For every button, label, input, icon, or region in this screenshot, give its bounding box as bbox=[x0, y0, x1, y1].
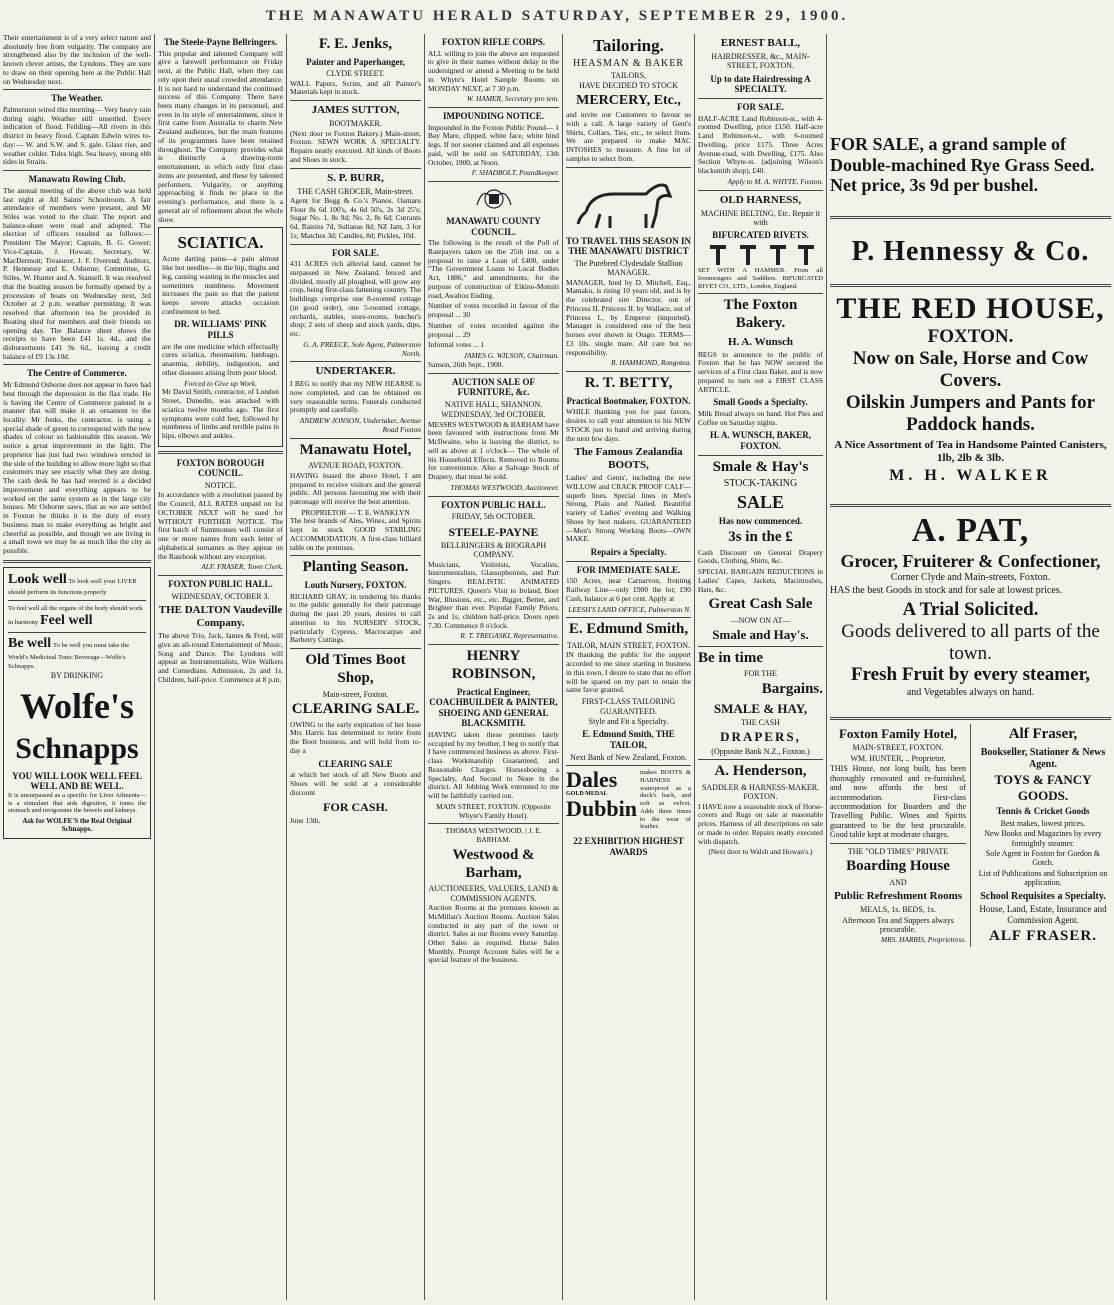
hotel-text: HAVING leased the above Hotel, I am prepared to receive visitors and the general public. All persons favouring me with their patronage will receive the best attention. bbox=[290, 470, 421, 507]
weather-title: The Weather. bbox=[51, 93, 103, 104]
commerce-text: Mr Edmund Osborne does not appear to have had best through the depression in the flax trade. He is having the Centre of Commerce painted in a manner that will make it an ornament to the locality. Mr Jenks, the contractor, is using a special shade of green to correspond with the new shades of colour so fashionable this season. We notice a great improvement in the light. The proprietor has just had two windows erected in the side of the building to allow more light so that customers may see exactly what they are doing. The cash desk he has had erected is a decided improvement and everything appears to be worked on the same system as in the large city houses. Mr Osborne saws, that as we are settled in Foxton he thinks it is the duty of every business man to make everything as bright and cheerful as possible, and though we are living in a small town we may be as much like the city as possible. bbox=[3, 380, 151, 556]
red-house-oilskin: Oilskin Jumpers and Pants for Paddock hands. bbox=[845, 392, 1096, 435]
afternoon-tea: Afternoon Tea and Suppers always procurable. bbox=[842, 915, 954, 935]
discount-text: Cash Discount on General Drapery Goods, Clothing, Shirts, &c. bbox=[698, 547, 823, 566]
red-house-title: THE RED HOUSE, bbox=[836, 292, 1105, 326]
column-1 bbox=[0, 34, 155, 1300]
immediate-signature: LEESH'S LAND OFFICE, Palmerston N. bbox=[568, 604, 691, 614]
sciatica-ad bbox=[158, 227, 283, 446]
wunsch-name: H. A. Wunsch bbox=[727, 335, 793, 348]
sale-word: SALE bbox=[736, 492, 785, 513]
planting-sub: Louth Nursery, FOXTON. bbox=[304, 580, 407, 591]
smith-text: IN thanking the public for the support accorded to me since starting in business in this town, I desire to state that no effort will be spared on my part to retain the same favor granted. bbox=[566, 650, 691, 695]
commenced: Has now commenced. bbox=[718, 516, 803, 527]
smith-style: Style and Fit a Specialty. bbox=[588, 716, 669, 726]
wolfes-fine-print: It is unsurpassed as a specific for Liver Ailments—is a stimulant that aids digestion, it tones the stomach and invigorates the bowels and kidneys. bbox=[8, 791, 146, 815]
steele-text: Musicians, Violinists, Vocalists, Instrumentalists, Glassophonists, and Part Singers. REALISTIC ANIMATED PICTURES. Queen's Visit to Ireland, Boer War, Illusions, etc., etc. Bigger, Better, and Brighter than ever. Popular Family Prices, 2s and 1s; children half-price. Doors open 7.30. Commence 8 o'clock. bbox=[428, 559, 559, 630]
pat-veg: and Vegetables always on hand. bbox=[906, 687, 1035, 699]
hall2-date: FRIDAY, 5th OCTOBER. bbox=[451, 512, 536, 522]
fraser-sub: Bookseller, Stationer & News Agent. bbox=[980, 746, 1106, 770]
borough-title: FOXTON BOROUGH COUNCIL. bbox=[176, 457, 265, 479]
pat-corner: Corner Clyde and Main-streets, Foxton. bbox=[890, 572, 1051, 584]
forced-text: Mr David Smith, contractor, of London Street, Dunedin, was attacked with sciatica twelve months ago. The first symptoms were cold feet, followed by numbness of limbs and terrible pains in hips, elbows and ankles. bbox=[162, 387, 279, 441]
borough-notice: NOTICE. bbox=[204, 481, 237, 490]
impounding-text: Impounded in the Foxton Public Pound— 1 Bay Mare, clipped, white face, white hind legs. If not sooner claimed and all expenses paid, will be sold on SATURDAY, 13th October, 1900, at Noon. bbox=[428, 122, 559, 167]
pat-grocer: Grocer, Fruiterer & Confectioner, bbox=[840, 550, 1101, 571]
sutton-sub: BOOTMAKER. bbox=[329, 119, 382, 129]
borough-signature: ALF. FRASER, Town Clerk. bbox=[201, 562, 283, 572]
henderson-text: I HAVE now a seasonable stock of Horse-covers and Rugs on sale at reasonable prices. Harness of all descriptions on sale or made to order. Repairs neatly executed with dispatch. bbox=[698, 801, 823, 846]
tennis-cricket: Tennis & Cricket Goods bbox=[996, 806, 1090, 817]
sale-signature: G. A. PREECE, Sole Agent, Palmerston North. bbox=[303, 339, 421, 358]
hotel-sub: AVENUE ROAD, FOXTON. bbox=[308, 461, 403, 471]
bakery-text: BEGS to announce to the public of Foxton that he has NOW secured the services of a First class Baker, and is now prepared to turn out a FIRST CLASS ARTICLE. bbox=[698, 349, 823, 394]
and-word: AND bbox=[889, 877, 907, 887]
auction-place: NATIVE HALL, SHANNON. bbox=[444, 399, 543, 409]
best-makes: Best makes, lowest prices. bbox=[1000, 818, 1086, 828]
county-date: Sanson, 26th Sept., 1900. bbox=[428, 359, 504, 369]
henderson-sub: SADDLER & HARNESS-MAKER. FOXTON. bbox=[701, 782, 820, 802]
refreshment-rooms: Public Refreshment Rooms bbox=[833, 890, 963, 903]
zealandia-text: Ladies' and Gents', including the new WILLOW and CRACK PROOF CALF—superb lines. Special lines in Men's Strong, Plain and Nailed. Beautiful variety of Ladies' evening and Walking Shoes by best makers. GUARANTEED—Men's Strong Working Boots—OWN MAKE. bbox=[566, 473, 691, 544]
rivets-title: BIFURCATED RIVETS. bbox=[712, 230, 809, 241]
clearing-date: June 13th. bbox=[290, 815, 321, 825]
hall-date: WEDNESDAY, OCTOBER 3. bbox=[171, 591, 270, 601]
betty-sub: Practical Bootmaker, FOXTON. bbox=[566, 395, 691, 406]
wunsch-signature: H. A. WUNSCH, BAKER, FOXTON. bbox=[709, 430, 812, 451]
smale-hay: SMALE & HAY, bbox=[713, 700, 808, 716]
rifle-signature: W. HAMER, Secretary pro tem. bbox=[466, 94, 559, 104]
county-against: Number of votes recorded against the proposal ... 29 bbox=[428, 320, 559, 339]
bottom-ads bbox=[830, 724, 1111, 947]
hotel-more: The best brands of Ales, Wines, and Spirits kept in stock. GOOD STABLING ACCOMMODATION. A first-class billiard table on the premises. bbox=[290, 516, 421, 552]
family-hotel-text: THIS House, not long built, has been thoroughly renovated and re-furnished, and now affords the best of accommodation. First-class accommodation for Boarders and the Travelling Public. Wines and Spirits guaranteed to be the best procurable. Good table kept at moderate charges. bbox=[830, 764, 966, 840]
be-in-time: Be in time bbox=[698, 649, 763, 666]
tailor-lead: HAVE DECIDED TO STOCK bbox=[579, 81, 678, 91]
drapers: DRAPERS, bbox=[720, 729, 801, 745]
masthead-title: THE MANAWATU HERALD SATURDAY, SEPTEMBER 29, 1900. bbox=[265, 8, 849, 24]
pat-delivered: Goods delivered to all parts of the town. bbox=[841, 620, 1100, 664]
bakery-title: The Foxton Bakery. bbox=[723, 297, 798, 331]
family-hotel-proprietor: WM. HUNTER, .. Proprietor. bbox=[850, 753, 946, 763]
burr-text: Agent for Begg & Co.'s Pianos. Oamaru Flour 8s 6d 100's, 4s 6d 50's, 2s 3d 25's; Sugar No. 1, 8s 9d; No. 2, 8s 6d; Currants 6d, Raisins 7d, Sultanas 8d; NZ Jam, 3 for 1s; Matches 3d; Candles, 8d; Pickles, 10d. bbox=[290, 195, 421, 240]
house-land-agent: House, Land, Estate, Insurance and Commission Agent. bbox=[979, 904, 1107, 926]
jenks-street: CLYDE STREET. bbox=[326, 69, 385, 79]
dalton-title: THE DALTON Vaudeville Company. bbox=[158, 604, 283, 630]
wolfes-brand: Wolfe's bbox=[20, 685, 134, 726]
bellringers-title: The Steele-Payne Bellringers. bbox=[163, 37, 278, 47]
jenks-sub: Painter and Paperhanger, bbox=[306, 56, 405, 67]
auction-date: WEDNESDAY, 3rd OCTOBER. bbox=[441, 410, 546, 420]
smith-tailoring: FIRST-CLASS TAILORING GUARANTEED. bbox=[581, 697, 676, 716]
feel-well-text: To feel well all the organs of the body should work in harmony bbox=[8, 605, 143, 626]
hall-title: FOXTON PUBLIC HALL. bbox=[168, 579, 273, 590]
tailor-names: HEASMAN & BAKER bbox=[572, 58, 685, 70]
red-house-tea: A Nice Assortment of Tea in Handsome Painted Canisters, 1lb, 2lb & 3lb. bbox=[834, 438, 1107, 464]
betty-text: WHILE thanking you for past favors, desires to call your attention to his NEW STOCK just to hand and arriving during the next few days. bbox=[566, 407, 691, 443]
wolfes-tagline: YOU WILL LOOK WELL FEEL WELL AND BE WELL. bbox=[12, 770, 142, 792]
pink-pills-title: DR. WILLIAMS' PINK PILLS bbox=[174, 319, 267, 341]
column-4 bbox=[425, 34, 563, 1300]
dales-brand: Dales bbox=[566, 767, 618, 793]
sutton-text: (Next door to Foxton Bakery.) Main-street, Foxton. SEWN WORK A SPECIALTY. Repairs neatly executed. All kinds of Boots and Shoes in stock. bbox=[290, 128, 421, 164]
burr-name: S. P. BURR, bbox=[327, 171, 384, 184]
rye-grass-ad: FOR SALE, a grand sample of Double-machined Rye Grass Seed. Net price, 3s 9d per bushel. bbox=[830, 134, 1095, 196]
robinson-title: HENRY ROBINSON, bbox=[451, 648, 536, 682]
rivets-text: SET WITH A HAMMER. From all Ironmongers and Saddlers. BIFURCATED RIVET CO., LTD., London, England. bbox=[698, 267, 823, 290]
hotel-column bbox=[830, 724, 971, 947]
be-well-heading: Be well bbox=[8, 636, 52, 652]
stallion-sub: The Purebred Clydesdale Stallion MANAGER. bbox=[574, 258, 683, 278]
clearing-cash: FOR CASH. bbox=[323, 800, 388, 815]
boot-shop-sub: Main-street, Foxton. bbox=[322, 689, 389, 699]
robinson-address: MAIN STREET, FOXTON. (Opposite Whyte's Family Hotel). bbox=[436, 801, 551, 820]
harness-sub: MACHINE BELTING, Etc. Repair it with bbox=[700, 208, 821, 227]
tailoring-title: Tailoring. bbox=[593, 36, 664, 55]
bellringers-text: This popular and talented Company will give a farewell performance on Friday next, at the Public Hall, when they can rely upon their usual crowded attendance. It is not hard to understand the continued success of this Company. There have been many changes in its personnel, and even in its style of entertainment, since it first came from Australia to charm New Zealand audiences, but the main features of its programmes have been retained throughout. The Company provides what is distinctly a drawing-room entertainment, in which only first class items are presented, and these by talented performers. Vulgarity, or anything approaching it finds no place in the evening's performance, and there is a general air of refinement about the whole show. bbox=[158, 48, 283, 224]
undertaker-text: I BEG to notify that my NEW HEARSE is now completed, and can be obtained on very reasonable terms. Funerals conducted promptly and carefully. bbox=[290, 379, 421, 415]
tailor-sub: TAILORS, bbox=[610, 70, 647, 80]
stocktaking: STOCK-TAKING bbox=[723, 478, 798, 490]
undertaker-title: UNDERTAKER. bbox=[315, 365, 396, 378]
sale6-title: FOR SALE. bbox=[736, 102, 784, 113]
county-informal: Informal votes ... 1 bbox=[428, 340, 485, 350]
smith-address: Next Bank of New Zealand, Foxton. bbox=[570, 752, 687, 762]
new-books: New Books and Magazines by every fortnightly steamer. bbox=[984, 829, 1102, 848]
county-for: Number of votes recorded in favour of the proposal ... 30 bbox=[428, 301, 559, 320]
borough-text: In accordance with a resolution passed by the Council, ALL RATES unpaid on 1st OCTOBER NEXT will be sued for WITHOUT FURTHER NOTICE. The first batch of Summonses will consist of one or more names from each letter of alphabetical surnames as they appear on the Ratebook without any exception. bbox=[158, 490, 283, 561]
impounding-signature: F. SHADBOLT, Poundkeeper. bbox=[471, 168, 559, 178]
planting-title: Planting Season. bbox=[302, 559, 409, 576]
impounding-title: IMPOUNDING NOTICE. bbox=[442, 111, 544, 122]
boarding-house: Boarding House bbox=[846, 858, 950, 875]
family-hotel-title: Foxton Family Hotel, bbox=[838, 726, 958, 742]
sale6-signature: Apply to M. A. WHYTE, Foxton. bbox=[727, 176, 823, 186]
fraser-title: Alf Fraser, bbox=[1008, 726, 1078, 743]
now-on: —NOW ON AT— bbox=[730, 615, 791, 625]
column-3 bbox=[287, 34, 425, 1300]
stallion-signature: R. HAMMOND, Rongotea. bbox=[611, 358, 691, 368]
harris-signature: MRS. HARRIS, Proprietress. bbox=[880, 934, 966, 944]
forced-title: Forced to Give up Work. bbox=[184, 378, 257, 388]
steele-sub: BELLRINGERS & BIOGRAPH COMPANY. bbox=[440, 540, 547, 560]
clearing-text: OWING to the early expiration of her lease Mrs Harris has determined to retire from the Boot business, and will hold from to-day a bbox=[290, 719, 421, 755]
pat-trial: A Trial Solicited. bbox=[902, 598, 1039, 620]
column-6 bbox=[695, 34, 827, 1300]
family-hotel-street: MAIN-STREET, FOXTON. bbox=[852, 743, 944, 753]
rifle-text: ALL willing to join the above are requested to give in their names without delay to the undersigned or attend a Meeting to be held in Whyte's Hotel Sample Rooms on MONDAY NEXT, at 7 30 p.m. bbox=[428, 48, 559, 93]
hotel-signature: PROPRIETOR — T. E. WANKLYN bbox=[301, 507, 410, 517]
wb-sub: AUCTIONEERS, VALUERS, LAND & COMMISSION AGENTS. bbox=[428, 884, 559, 903]
dubbin-brand: Dubbin bbox=[566, 796, 637, 822]
robinson-sub: Practical Engineer, COACHBUILDER & PAINTER, SHOEING AND GENERAL BLACKSMITH. bbox=[429, 686, 558, 729]
jenks-text: WALL Papers, Scrim, and all Painter's Materials kept in stock. bbox=[290, 78, 421, 97]
wolfes-ad bbox=[3, 567, 151, 839]
dales-text: makes BOOTS & HARNESS waterproof as a duck's back, and soft as velvet. Adds three times to the wear of leather. bbox=[639, 769, 691, 831]
clearing-title-2: CLEARING SALE bbox=[318, 758, 393, 769]
auction-text: MESSRS WESTWOOD & BARHAM have been favoured with instructions from Mr McIlwaine, who is leaving the district, to sell as above at 1 o'clock— The whole of his Household Effects. Removed to Rooms for convenience. Also a Salvage Stock of Drapery, that must be sold. bbox=[428, 419, 559, 482]
burr-sub: THE CASH GROCER, Main-street. bbox=[297, 186, 414, 196]
auction-title: AUCTION SALE OF FURNITURE, &c. bbox=[451, 376, 535, 398]
pat-best: HAS the best Goods in stock and for sale at lowest prices. bbox=[830, 585, 1063, 597]
harness-title: OLD HARNESS, bbox=[719, 193, 802, 206]
rivets-icon bbox=[698, 243, 822, 267]
coat-of-arms-icon bbox=[474, 185, 514, 213]
sutton-name: JAMES SUTTON, bbox=[311, 104, 400, 117]
planting-text: RICHARD GRAY, in tendering his thanks to the public generally for their patronage during the past 20 years, desires to call attention to his NURSERY STOCK, particularly Cypress, Macrocarpas and Barberry Cuttings. bbox=[290, 591, 421, 645]
immediate-title: FOR IMMEDIATE SALE. bbox=[576, 564, 681, 575]
ball-tag: Up to date Hairdressing A SPECIALTY. bbox=[710, 73, 811, 95]
red-house-town: FOXTON. bbox=[927, 326, 1014, 348]
auction-signature: THOMAS WESTWOOD, Auctioneer. bbox=[450, 482, 559, 492]
publications-list: List of Publications and Subscription on application. bbox=[978, 868, 1108, 888]
hotel-title: Manawatu Hotel, bbox=[299, 441, 412, 458]
county-signature: JAMES G. WILSON, Chairman. bbox=[463, 351, 559, 361]
sciatica-text: Acute darting pains—a pain almost like hot needles—in the hip, thighs and leg, causing wasting in the muscles and sometimes numbness. Movement increases the pain so that the patient keeps severe attacks occasion confinement to bed. bbox=[162, 254, 279, 316]
sale-text: 431 ACRES rich alluvial land, cannot be surpassed in New Zealand, fenced and divided, mostly all ploughed, will grow any crop, being first-class fattening country. The buildings comprise one 8-roomed cottage (in good order), one 5-roomed cottage, orchards, stables, store-rooms, butcher's shop; 2 sets of sheep and stock yards, dips, etc. bbox=[290, 259, 421, 339]
steele-signature: R. T. TREGASKI, Representative. bbox=[460, 631, 559, 641]
jenks-name: F. E. Jenks, bbox=[318, 36, 393, 52]
intro-text: Their entertainment is of a very select nature and absolutely free from vulgarity. The company are strengthened also by the inclusion of the well-known clever artists, the Lyndons. They are sure to draw on their opening here at the Public Hall on Wednesday next. bbox=[3, 34, 151, 86]
walker-name: M. H. WALKER bbox=[889, 466, 1052, 484]
rowing-title: Manawatu Rowing Club. bbox=[28, 174, 126, 185]
clearing-text-2: at which her stock of all New Boots and Shoes will be sold at a considerable discount bbox=[290, 770, 421, 797]
fraser-column bbox=[971, 724, 1111, 947]
red-house-covers: Now on Sale, Horse and Cow Covers. bbox=[852, 348, 1089, 392]
great-sale: Great Cash Sale bbox=[708, 596, 813, 613]
ball-title: ERNEST BALL, bbox=[720, 37, 801, 49]
sale6-text: HALF-ACRE Land Robinson-st., with 4-roomed Dwelling, price £150. Half-acre Land Robinson-st., with 6-roomed Dwelling, price £175. Three Acres Avenue-road, with Dwelling, £175. Also Section Whyte-st. (adjoining Wilson's blacksmith shop), £40. bbox=[698, 113, 823, 176]
pat-title: A. PAT, bbox=[911, 511, 1030, 549]
goods-text: Milk Bread always on hand. Hot Pies and Coffee on Saturday nights. bbox=[698, 408, 823, 427]
ball-sub: HAIRDRESSER, &c., MAIN-STREET, FOXTON. bbox=[711, 51, 810, 71]
smith-sub: TAILOR, MAIN STREET, FOXTON. bbox=[566, 640, 691, 650]
sciatica-title: SCIATICA. bbox=[177, 233, 264, 253]
pat-fruit: Fresh Fruit by every steamer, bbox=[850, 664, 1091, 686]
masthead bbox=[0, 0, 1114, 32]
hennessy-ad: P. Hennessy & Co. bbox=[851, 236, 1090, 268]
rifle-title: FOXTON RIFLE CORPS. bbox=[441, 37, 546, 47]
opposite-bank: (Opposite Bank N.Z., Foxton.) bbox=[711, 746, 810, 756]
by-drinking: BY DRINKING bbox=[50, 671, 104, 681]
fraser-signature: ALF FRASER. bbox=[989, 927, 1097, 944]
smith-signature: E. Edmund Smith, THE TAILOR, bbox=[582, 729, 675, 750]
boot-shop-title: Old Times Boot Shop, bbox=[305, 652, 406, 686]
gordon-gotch: Sole Agent in Foxton for Gordon & Gotch. bbox=[985, 848, 1101, 868]
stallion-title: TO TRAVEL THIS SEASON IN THE MANAWATU DISTRICT bbox=[566, 235, 691, 257]
for-the: FOR THE bbox=[744, 669, 777, 679]
schnapps-brand: Schnapps bbox=[15, 732, 139, 766]
school-requisites: School Requisites a Specialty. bbox=[980, 890, 1106, 902]
be-well-text: To be well you must take the World's Medicinal Tonic Beverage—Wolfe's Schnapps. bbox=[8, 642, 130, 670]
commerce-title: The Centre of Commerce. bbox=[27, 368, 127, 379]
discount-rate: 3s in the £ bbox=[728, 528, 793, 545]
column-7 bbox=[827, 34, 1114, 1300]
wb-names: THOMAS WESTWOOD. | J. E. BARHAM. bbox=[445, 826, 542, 845]
zealandia-title: The Famous Zealandia BOOTS, bbox=[574, 446, 683, 472]
bargains: Bargains. bbox=[761, 680, 823, 697]
county-text: The following is the result of the Poll of Ratepayers taken on the 25th inst. on a proposal to raise a Loan of £400, under "The Government Loans to Local Bodies Act, 1886," and amendments, for the purpose of construction of Eikino-Motuiti road, Awahou Ending. bbox=[428, 238, 559, 300]
repairs-title: Repairs a Specialty. bbox=[590, 547, 667, 558]
stallion-text: MANAGER, bred by D. Mitchell, Esq., Mamaku, is rising 10 years old, and is by the celebrated sire Director, out of Princess II. Princess II. by Wallace, out of Princess I., by Emperor (imported). Manager is considered one of the best horses ever shown in Otago. TERMS—£3 10s. single mare. All care but no responsibility. bbox=[566, 277, 691, 357]
wolfes-ask: Ask for WOLFE'S the Real Original Schnapps. bbox=[22, 817, 132, 834]
goods-title: Small Goods a Specialty. bbox=[713, 397, 808, 408]
column-2 bbox=[155, 34, 287, 1300]
special-text: SPECIAL BARGAIN REDUCTIONS in Ladies' Capes, Jackets, Macintoshes, Hats, &c. bbox=[698, 567, 823, 594]
dales-gold-medal: GOLD MEDAL bbox=[566, 791, 608, 798]
smale-title: Smale & Hay's bbox=[712, 458, 809, 475]
tailor-text: and invite our Customers to favour us with a call. A large variety of Gent's Shirts, Collars, Ties, etc., to select from. We are prepared to make MAC INTOSHES to measure. A fine lot of samples to select from. bbox=[566, 110, 691, 163]
county-title: MANAWATU COUNTY COUNCIL. bbox=[446, 216, 541, 237]
the-cash: THE CASH bbox=[741, 717, 780, 727]
dalton-text: The above Trio, Jack, James & Fred, will give an all-round Entertainment of Music, Song and Dance. The Lyndons will appear as Instrumentalists, Wire Walkers and Comedians. Admission, 2s and 1s. Children, half-price. Commence at 8 p.m. bbox=[158, 631, 283, 684]
hall2-title: FOXTON PUBLIC HALL. bbox=[441, 499, 546, 510]
old-times: THE "OLD TIMES" PRIVATE bbox=[847, 846, 949, 856]
immediate-text: 150 Acres, near Carnarvon, fronting Railway Line—only £900 the lot; £90 Cash, balance at 6 per cent. Apply at bbox=[566, 576, 691, 603]
look-well-text: To look well your LIVER should perform its functions properly bbox=[8, 577, 137, 597]
weather-text: Palmerston wired this morning— Very heavy rain during night. Weather still unsettled. Every indication of flood. Feilding—All rivers in this district in heavy flood. Captain Edwin wires to-day:— W. and S.W. and S. gale. Glass rise, and weather colder. Tides high. Sea heavy, strong ebb tides in Straits. bbox=[3, 105, 151, 167]
meals-beds: MEALS, 1s. BEDS, 1s. bbox=[860, 905, 936, 915]
smith-title: E. Edmund Smith, bbox=[568, 621, 689, 638]
undertaker-signature: ANDREW JONSON, Undertaker, Avenue Road Foxton bbox=[299, 416, 421, 434]
robinson-text: HAVING taken these premises lately occupied by my brother, I beg to notify that I have commenced business as above. First-class Workmanship Guaranteed, and Reasonable Charges. Horseshoeing a Specialty, And Second to None in the district. All Jobbing Work entrusted to me will be faithfully carried out. bbox=[428, 730, 559, 801]
betty-title: R. T. BETTY, bbox=[584, 375, 673, 392]
pink-pills-text: are the one medicine which effectually cures sciatica, rheumatism, lumbago, anaemia, debility, indigestion, and other diseases arising from poor blood. bbox=[162, 341, 279, 377]
horse-illustration bbox=[566, 172, 690, 232]
toys-fancy: TOYS & FANCY GOODS. bbox=[994, 772, 1092, 803]
feel-well-heading: Feel well bbox=[40, 612, 93, 628]
wb-text: Auction Rooms at the premises known as McMillan's Auction Rooms. Auction Sales conducted in any part of the town or district. Sales at our Rooms every Saturday. Other Sales as required. Horse Sales Monthly. Prompt Account Sales will be a special feature of the business. bbox=[428, 903, 559, 965]
rowing-text: The annual meeting of the above club was held last night at All Saints' Schoolroom. A fair attendance of members were present, and Mr Stiles was voted to the chair. The report and balance-sheet were read and adopted. The election of officers resulted as follows:—President The Mayor; Captain, B. G. Gower; Vice-Captain, J. Howan; Secretary, W. MacDermott; Treasurer, J. F. Overend; Auditors, P. Hennessy and E. Osborne; Committee, G. Stiles, W. Hunter and A. Stansell. It was resolved that the boating season be formally opened by a procession of boats on Wednesday next, 3rd October at 2 p.m. weather permitting. It was resolved that afternoon tea be provided in Boating shed for members and their friends on opening day. The Balance sheet shows the receipts to have been £41 1s. 4d., and the disbursements £41 9s 6d., leaving a credit balance of £9 13s 10d. bbox=[3, 185, 151, 361]
mercery-title: MERCERY, Etc., bbox=[576, 92, 681, 108]
smale-2: Smale and Hay's. bbox=[712, 627, 809, 643]
dales-ad bbox=[566, 769, 691, 833]
clearing-title: CLEARING SALE. bbox=[291, 700, 420, 717]
henderson-address: (Next door to Walsh and Howan's.) bbox=[708, 847, 813, 857]
dales-awards: 22 EXHIBITION HIGHEST AWARDS bbox=[573, 836, 684, 857]
wb-title: Westwood & Barham, bbox=[452, 846, 535, 881]
column-5 bbox=[563, 34, 695, 1300]
steele-title: STEELE-PAYNE bbox=[448, 524, 539, 539]
look-well-heading: Look well bbox=[8, 571, 67, 587]
henderson-title: A. Henderson, bbox=[714, 763, 807, 780]
sale-title: FOR SALE. bbox=[331, 247, 379, 258]
